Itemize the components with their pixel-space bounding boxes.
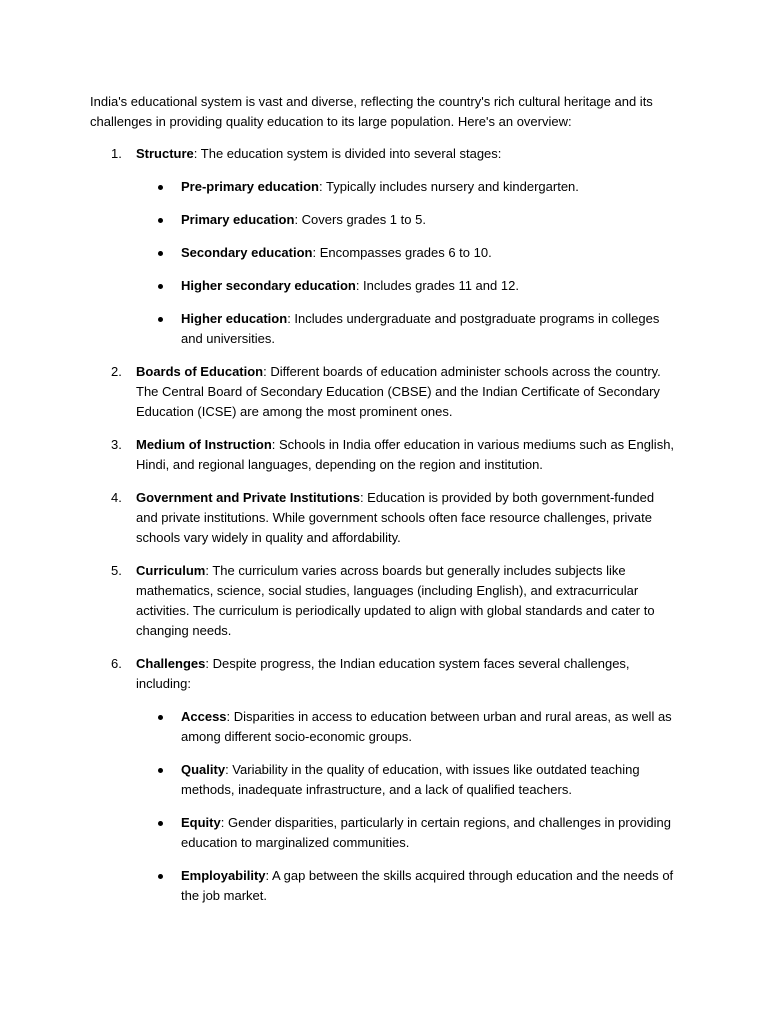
bullet-term: Equity bbox=[181, 815, 221, 830]
bullet-text: : Includes undergraduate and postgraduate programs in colleges and universities. bbox=[181, 311, 660, 346]
list-item-challenges bbox=[90, 654, 678, 906]
item-text: : Education is provided by both government-funded and private institutions. While government schools often face resource challenges, private schools vary widely in quality and affordability. bbox=[136, 490, 655, 545]
item-text: : Despite progress, the Indian education system faces several challenges, including: bbox=[136, 656, 630, 691]
bullet-item-equity bbox=[136, 813, 675, 853]
list-number: 3. bbox=[111, 437, 122, 452]
item-term: Boards of Education bbox=[136, 364, 264, 379]
bullet-item-pre-primary bbox=[136, 177, 675, 197]
bullet-text: : Includes grades 11 and 12. bbox=[355, 278, 519, 293]
bullet-list-stages bbox=[136, 177, 678, 349]
bullet-term: Higher secondary education bbox=[181, 278, 356, 293]
item-term: Curriculum bbox=[136, 563, 206, 578]
bullet-item-employability bbox=[136, 866, 675, 906]
item-term: Medium of Instruction bbox=[136, 437, 272, 452]
bullet-icon bbox=[158, 821, 163, 826]
bullet-term: Pre-primary education bbox=[181, 179, 319, 194]
bullet-item-higher bbox=[136, 309, 675, 349]
item-text: : The curriculum varies across boards but generally includes subjects like mathematics, science, social studies, languages (including English), and extracurricular activities. The curriculum is periodically updated to align with global standards and cater to changing needs. bbox=[136, 563, 655, 638]
list-number: 5. bbox=[111, 563, 122, 578]
bullet-term: Higher education bbox=[181, 311, 288, 326]
item-term: Structure bbox=[136, 146, 194, 161]
item-text: : Different boards of education administer schools across the country. The Central Board of Secondary Education (CBSE) and the Indian Certificate of Secondary Education (ICSE) are among the most prominent ones. bbox=[136, 364, 661, 419]
bullet-icon bbox=[158, 185, 163, 190]
bullet-term: Access bbox=[181, 709, 227, 724]
item-term: Government and Private Institutions bbox=[136, 490, 360, 505]
bullet-item-higher-secondary bbox=[136, 276, 675, 296]
bullet-term: Secondary education bbox=[181, 245, 313, 260]
bullet-text: : Typically includes nursery and kindergarten. bbox=[319, 179, 579, 194]
intro-paragraph: India's educational system is vast and diverse, reflecting the country's rich cultural heritage and its challenges in providing quality education to its large population. Here's an overview: bbox=[90, 94, 653, 129]
bullet-icon bbox=[158, 317, 163, 322]
bullet-icon bbox=[158, 251, 163, 256]
bullet-text: : A gap between the skills acquired through education and the needs of the job market. bbox=[181, 868, 674, 903]
item-text: : The education system is divided into several stages: bbox=[193, 146, 502, 161]
bullet-term: Employability bbox=[181, 868, 266, 883]
item-text: : Schools in India offer education in various mediums such as English, Hindi, and regional languages, depending on the region and institution. bbox=[136, 437, 675, 472]
bullet-text: : Variability in the quality of education, with issues like outdated teaching methods, inadequate infrastructure, and a lack of qualified teachers. bbox=[181, 762, 640, 797]
bullet-icon bbox=[158, 284, 163, 289]
bullet-text: : Disparities in access to education between urban and rural areas, as well as among different socio-economic groups. bbox=[181, 709, 672, 744]
list-item-medium bbox=[90, 435, 678, 475]
list-number: 6. bbox=[111, 656, 122, 671]
bullet-text: : Encompasses grades 6 to 10. bbox=[312, 245, 492, 260]
bullet-text: : Gender disparities, particularly in certain regions, and challenges in providing education to marginalized communities. bbox=[181, 815, 671, 850]
list-item-boards bbox=[90, 362, 678, 422]
bullet-icon bbox=[158, 768, 163, 773]
bullet-text: : Covers grades 1 to 5. bbox=[294, 212, 426, 227]
list-number: 4. bbox=[111, 490, 122, 505]
list-item-institutions bbox=[90, 488, 678, 548]
bullet-list-challenges bbox=[136, 707, 678, 906]
list-item-structure bbox=[90, 144, 678, 349]
bullet-term: Quality bbox=[181, 762, 226, 777]
bullet-icon bbox=[158, 874, 163, 879]
numbered-list bbox=[90, 144, 678, 906]
bullet-item-quality bbox=[136, 760, 675, 800]
bullet-icon bbox=[158, 715, 163, 720]
bullet-item-access bbox=[136, 707, 675, 747]
bullet-term: Primary education bbox=[181, 212, 295, 227]
list-number: 2. bbox=[111, 364, 122, 379]
item-term: Challenges bbox=[136, 656, 206, 671]
list-item-curriculum bbox=[90, 561, 678, 641]
list-number: 1. bbox=[111, 146, 122, 161]
bullet-item-primary bbox=[136, 210, 675, 230]
bullet-icon bbox=[158, 218, 163, 223]
bullet-item-secondary bbox=[136, 243, 675, 263]
